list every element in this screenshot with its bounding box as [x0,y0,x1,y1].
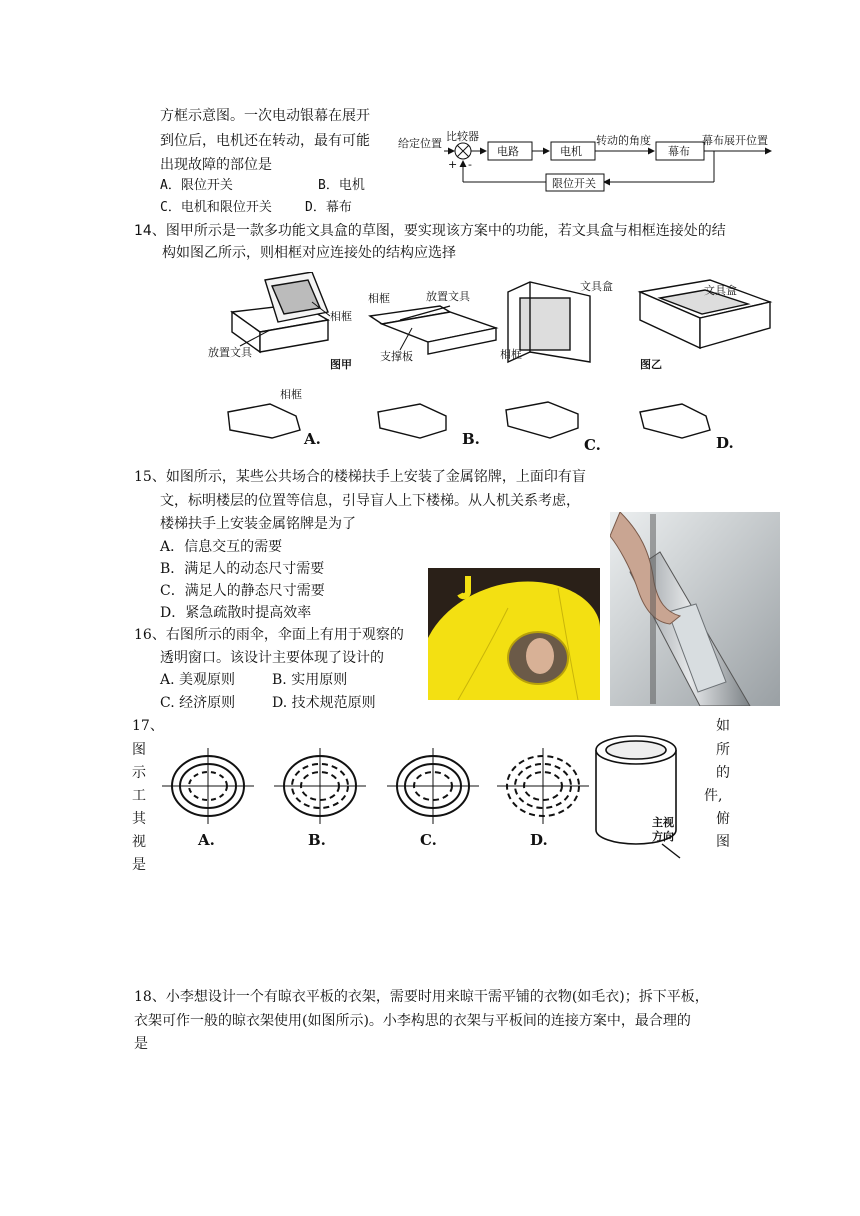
q17-left-4: 工 [132,788,146,804]
q13-option-c: C．电机和限位开关 [160,200,272,215]
q16-option-c: C. 经济原则 [160,695,236,711]
q16-option-d: D. 技术规范原则 [272,695,376,711]
q17-right-2: 所 [716,742,730,758]
label-support: 支撑板 [380,350,413,363]
q15-option-d: D．紧急疏散时提高效率 [160,605,312,621]
block-circuit-label: 电路 [497,145,519,158]
block-screen-label: 幕布 [668,145,690,158]
q13-option-d: D．幕布 [305,200,352,215]
q14-option-d: D. [716,434,734,452]
q13-option-b: B．电机 [318,178,365,193]
diagram-output-label: 幕布展开位置 [702,134,768,147]
diagram-comparator-label: 比较器 [446,130,479,143]
q17-left-3: 示 [132,765,146,781]
q17-views [140,730,700,860]
label-stationery-1: 放置文具 [208,346,252,359]
q17-right-5: 俯 [716,811,730,827]
q14-option-b: B. [462,430,480,448]
q16-option-b: B. 实用原则 [272,672,348,688]
view-option-b [274,748,366,824]
option-d-shape [640,404,710,438]
q18-line-3: 是 [134,1036,148,1052]
view-option-a [162,748,254,824]
block-motor-label: 电机 [560,145,582,158]
q14-figures [200,272,800,458]
label-box-2: 文具盒 [704,284,737,297]
q17-option-c: C. [420,831,437,849]
q16-line-1: 16、右图所示的雨伞，伞面上有用于观察的 [134,627,404,643]
q13-line-2: 到位后，电机还在转动，最有可能 [160,133,370,149]
label-figure-b: 图乙 [640,358,662,371]
label-frame-1: 相框 [330,310,352,323]
q14-option-a: A. [304,430,321,448]
q17-left-5: 其 [132,811,146,827]
label-frame-opt: 相框 [280,388,302,401]
q15-option-b: B．满足人的动态尺寸需要 [160,561,325,577]
q17-option-d: D. [530,831,548,849]
block-limit-switch-label: 限位开关 [552,177,596,190]
q15-line-2: 文，标明楼层的位置等信息，引导盲人上下楼梯。从人机关系考虑， [160,493,580,509]
q17-right-4: 件, [704,788,723,804]
q15-option-c: C．满足人的静态尺寸需要 [160,583,325,599]
q14-line-1: 14、图甲所示是一款多功能文具盒的草图，要实现该方案中的功能，若文具盒与相框连接处的结 [134,223,726,239]
q17-right-1: 如 [716,718,730,734]
q17-left-7: 是 [132,857,146,873]
label-frame-3: 相框 [500,348,522,361]
diagram-plus: + [448,158,458,171]
q17-right-3: 的 [716,765,730,781]
q13-control-diagram [396,130,776,192]
option-c-shape [506,402,578,438]
q15-line-3: 楼梯扶手上安装金属铭牌是为了 [160,516,356,532]
q17-option-a: A. [198,831,215,849]
q13-line-3: 出现故障的部位是 [160,157,272,173]
umbrella-photo [428,568,600,700]
label-stationery-2: 放置文具 [426,290,470,303]
q16-line-2: 透明窗口。该设计主要体现了设计的 [160,650,384,666]
diagram-minus: - [468,158,472,171]
option-b-shape [378,404,446,438]
q17-left-2: 图 [132,742,146,758]
q15-line-1: 15、如图所示，某些公共场合的楼梯扶手上安装了金属铭牌，上面印有盲 [134,469,586,485]
diagram-angle-label: 转动的角度 [596,134,651,147]
stationery-box-open [232,272,328,352]
q15-option-a: A．信息交互的需要 [160,539,283,555]
view-option-c [387,748,479,824]
option-a-shape [228,404,300,438]
label-frame-2: 相框 [368,292,390,305]
label-figure-a: 图甲 [330,358,352,371]
frame-with-support [370,306,496,354]
q18-line-1: 18、小李想设计一个有晾衣平板的衣架，需要时用来晾干需平铺的衣物(如毛衣)；拆下平板， [134,989,709,1005]
q13-option-a: A．限位开关 [160,178,233,193]
q17-left-1: 17、 [132,718,164,734]
q16-option-a: A. 美观原则 [160,672,236,688]
q17-option-b: B. [308,831,326,849]
direction-label-1: 主视 [652,816,674,829]
q14-option-c: C. [584,436,601,454]
direction-label-2: 方向 [652,830,674,843]
q17-left-6: 视 [132,834,146,850]
diagram-input-label: 给定位置 [398,137,442,150]
q13-line-1: 方框示意图。一次电动银幕在展开 [160,108,370,124]
handrail-photo [610,512,780,706]
q17-right-6: 图 [716,834,730,850]
q18-line-2: 衣架可作一般的晾衣架使用(如图所示)。小李构思的衣架与平板间的连接方案中，最合理的 [134,1013,691,1029]
q14-line-2: 构如图乙所示，则相框对应连接处的结构应选择 [162,245,456,261]
direction-arrow [662,844,680,858]
view-option-d [497,748,589,824]
label-box: 文具盒 [580,280,613,293]
